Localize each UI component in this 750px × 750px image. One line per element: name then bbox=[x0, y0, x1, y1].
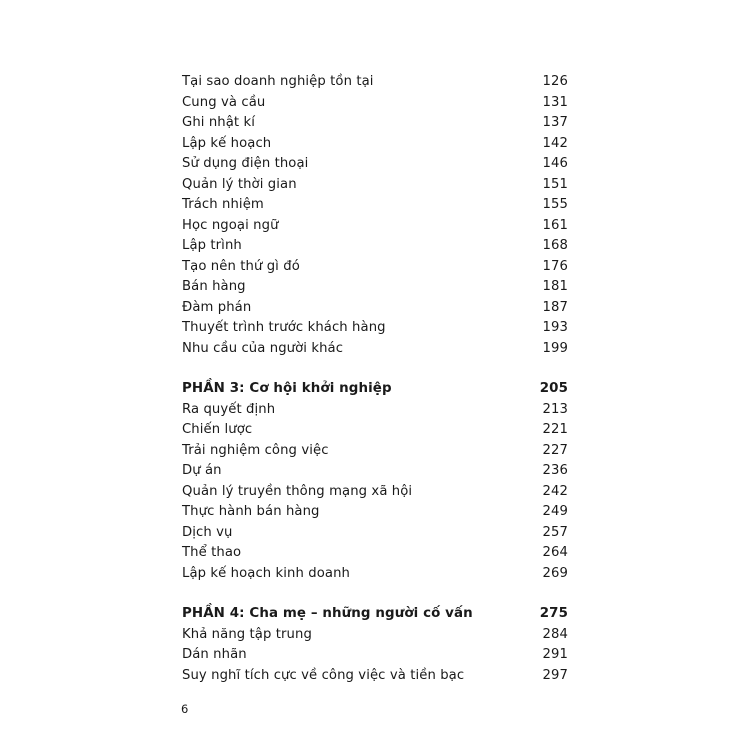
toc-entry bbox=[182, 216, 568, 237]
entry-page-number: 142 bbox=[542, 135, 568, 151]
entry-title: Thể thao bbox=[182, 545, 242, 560]
toc-entry bbox=[182, 154, 568, 175]
entry-page-number: 131 bbox=[542, 94, 568, 110]
toc-entry bbox=[182, 502, 568, 523]
entry-title: Ghi nhật kí bbox=[182, 115, 255, 130]
entry-page-number: 126 bbox=[542, 74, 568, 89]
toc-entry bbox=[182, 93, 568, 114]
toc-part-heading bbox=[182, 379, 568, 400]
entry-page-number: 249 bbox=[542, 504, 568, 519]
part-page-number: 275 bbox=[539, 606, 568, 621]
entry-title: Lập kế hoạch kinh doanh bbox=[182, 565, 350, 581]
entry-page-number: 176 bbox=[542, 258, 568, 274]
toc-entry bbox=[182, 666, 568, 687]
toc-entry bbox=[182, 257, 568, 278]
toc-entry bbox=[182, 564, 568, 585]
entry-page-number: 146 bbox=[542, 156, 568, 171]
toc-entry bbox=[182, 113, 568, 134]
entry-page-number: 236 bbox=[542, 463, 568, 478]
toc-entry bbox=[182, 298, 568, 319]
entry-page-number: 155 bbox=[542, 197, 568, 212]
toc-entry bbox=[182, 461, 568, 482]
entry-title: Trải nghiệm công việc bbox=[182, 442, 329, 458]
entry-title: Lập kế hoạch bbox=[182, 135, 272, 151]
entry-title: Tại sao doanh nghiệp tồn tại bbox=[182, 74, 374, 89]
toc-entry bbox=[182, 339, 568, 360]
entry-title: Cung và cầu bbox=[182, 94, 266, 110]
entry-title: Dự án bbox=[182, 463, 222, 478]
toc-entry bbox=[182, 277, 568, 298]
toc-entry bbox=[182, 441, 568, 462]
toc-entry bbox=[182, 523, 568, 544]
entry-title: Sử dụng điện thoại bbox=[182, 156, 309, 171]
entry-title: Dịch vụ bbox=[182, 524, 233, 540]
toc-entry bbox=[182, 175, 568, 196]
entry-title: Quản lý truyền thông mạng xã hội bbox=[182, 483, 413, 499]
toc-entry bbox=[182, 134, 568, 155]
entry-title: Nhu cầu của người khác bbox=[182, 340, 344, 356]
toc-entry bbox=[182, 543, 568, 564]
entry-page-number: 199 bbox=[542, 340, 568, 356]
entry-title: Bán hàng bbox=[182, 279, 246, 294]
toc-entry bbox=[182, 72, 568, 93]
entry-page-number: 151 bbox=[542, 176, 568, 192]
entry-page-number: 284 bbox=[542, 626, 568, 642]
entry-title: Trách nhiệm bbox=[182, 197, 264, 212]
entry-page-number: 291 bbox=[542, 647, 568, 662]
toc-part-heading bbox=[182, 604, 568, 625]
entry-title: Lập trình bbox=[182, 238, 242, 253]
entry-title: Thực hành bán hàng bbox=[182, 504, 320, 519]
toc-entry bbox=[182, 236, 568, 257]
entry-title: Khả năng tập trung bbox=[182, 626, 312, 642]
entry-page-number: 227 bbox=[542, 442, 568, 458]
entry-page-number: 161 bbox=[542, 217, 568, 233]
toc-entry bbox=[182, 625, 568, 646]
part-page-number: 205 bbox=[539, 381, 568, 396]
section-gap bbox=[182, 584, 568, 604]
entry-title: Học ngoại ngữ bbox=[182, 217, 279, 233]
part-title: PHẦN 3: Cơ hội khởi nghiệp bbox=[182, 381, 392, 396]
entry-page-number: 264 bbox=[542, 545, 568, 560]
entry-page-number: 187 bbox=[542, 299, 568, 315]
entry-title: Suy nghĩ tích cực về công việc và tiền bạc bbox=[182, 667, 465, 683]
table-of-contents bbox=[182, 72, 568, 686]
toc-entry bbox=[182, 400, 568, 421]
section-gap bbox=[182, 359, 568, 379]
entry-page-number: 221 bbox=[542, 422, 568, 437]
entry-title: Đàm phán bbox=[182, 299, 252, 315]
entry-page-number: 269 bbox=[542, 565, 568, 581]
part-title: PHẦN 4: Cha mẹ – những người cố vấn bbox=[182, 606, 473, 621]
entry-title: Thuyết trình trước khách hàng bbox=[182, 320, 386, 335]
toc-entry bbox=[182, 645, 568, 666]
entry-page-number: 213 bbox=[542, 401, 568, 417]
entry-title: Ra quyết định bbox=[182, 401, 276, 417]
entry-page-number: 168 bbox=[542, 238, 568, 253]
entry-page-number: 257 bbox=[542, 524, 568, 540]
entry-title: Quản lý thời gian bbox=[182, 176, 297, 192]
entry-page-number: 193 bbox=[542, 320, 568, 335]
entry-page-number: 181 bbox=[542, 279, 568, 294]
entry-page-number: 242 bbox=[542, 483, 568, 499]
entry-title: Tạo nên thứ gì đó bbox=[182, 258, 300, 274]
entry-title: Dán nhãn bbox=[182, 647, 247, 662]
toc-entry bbox=[182, 318, 568, 339]
page-number: 6 bbox=[181, 702, 189, 716]
toc-entry bbox=[182, 195, 568, 216]
entry-page-number: 137 bbox=[542, 115, 568, 130]
toc-entry bbox=[182, 420, 568, 441]
toc-entry bbox=[182, 482, 568, 503]
entry-title: Chiến lược bbox=[182, 422, 253, 437]
entry-page-number: 297 bbox=[542, 667, 568, 683]
